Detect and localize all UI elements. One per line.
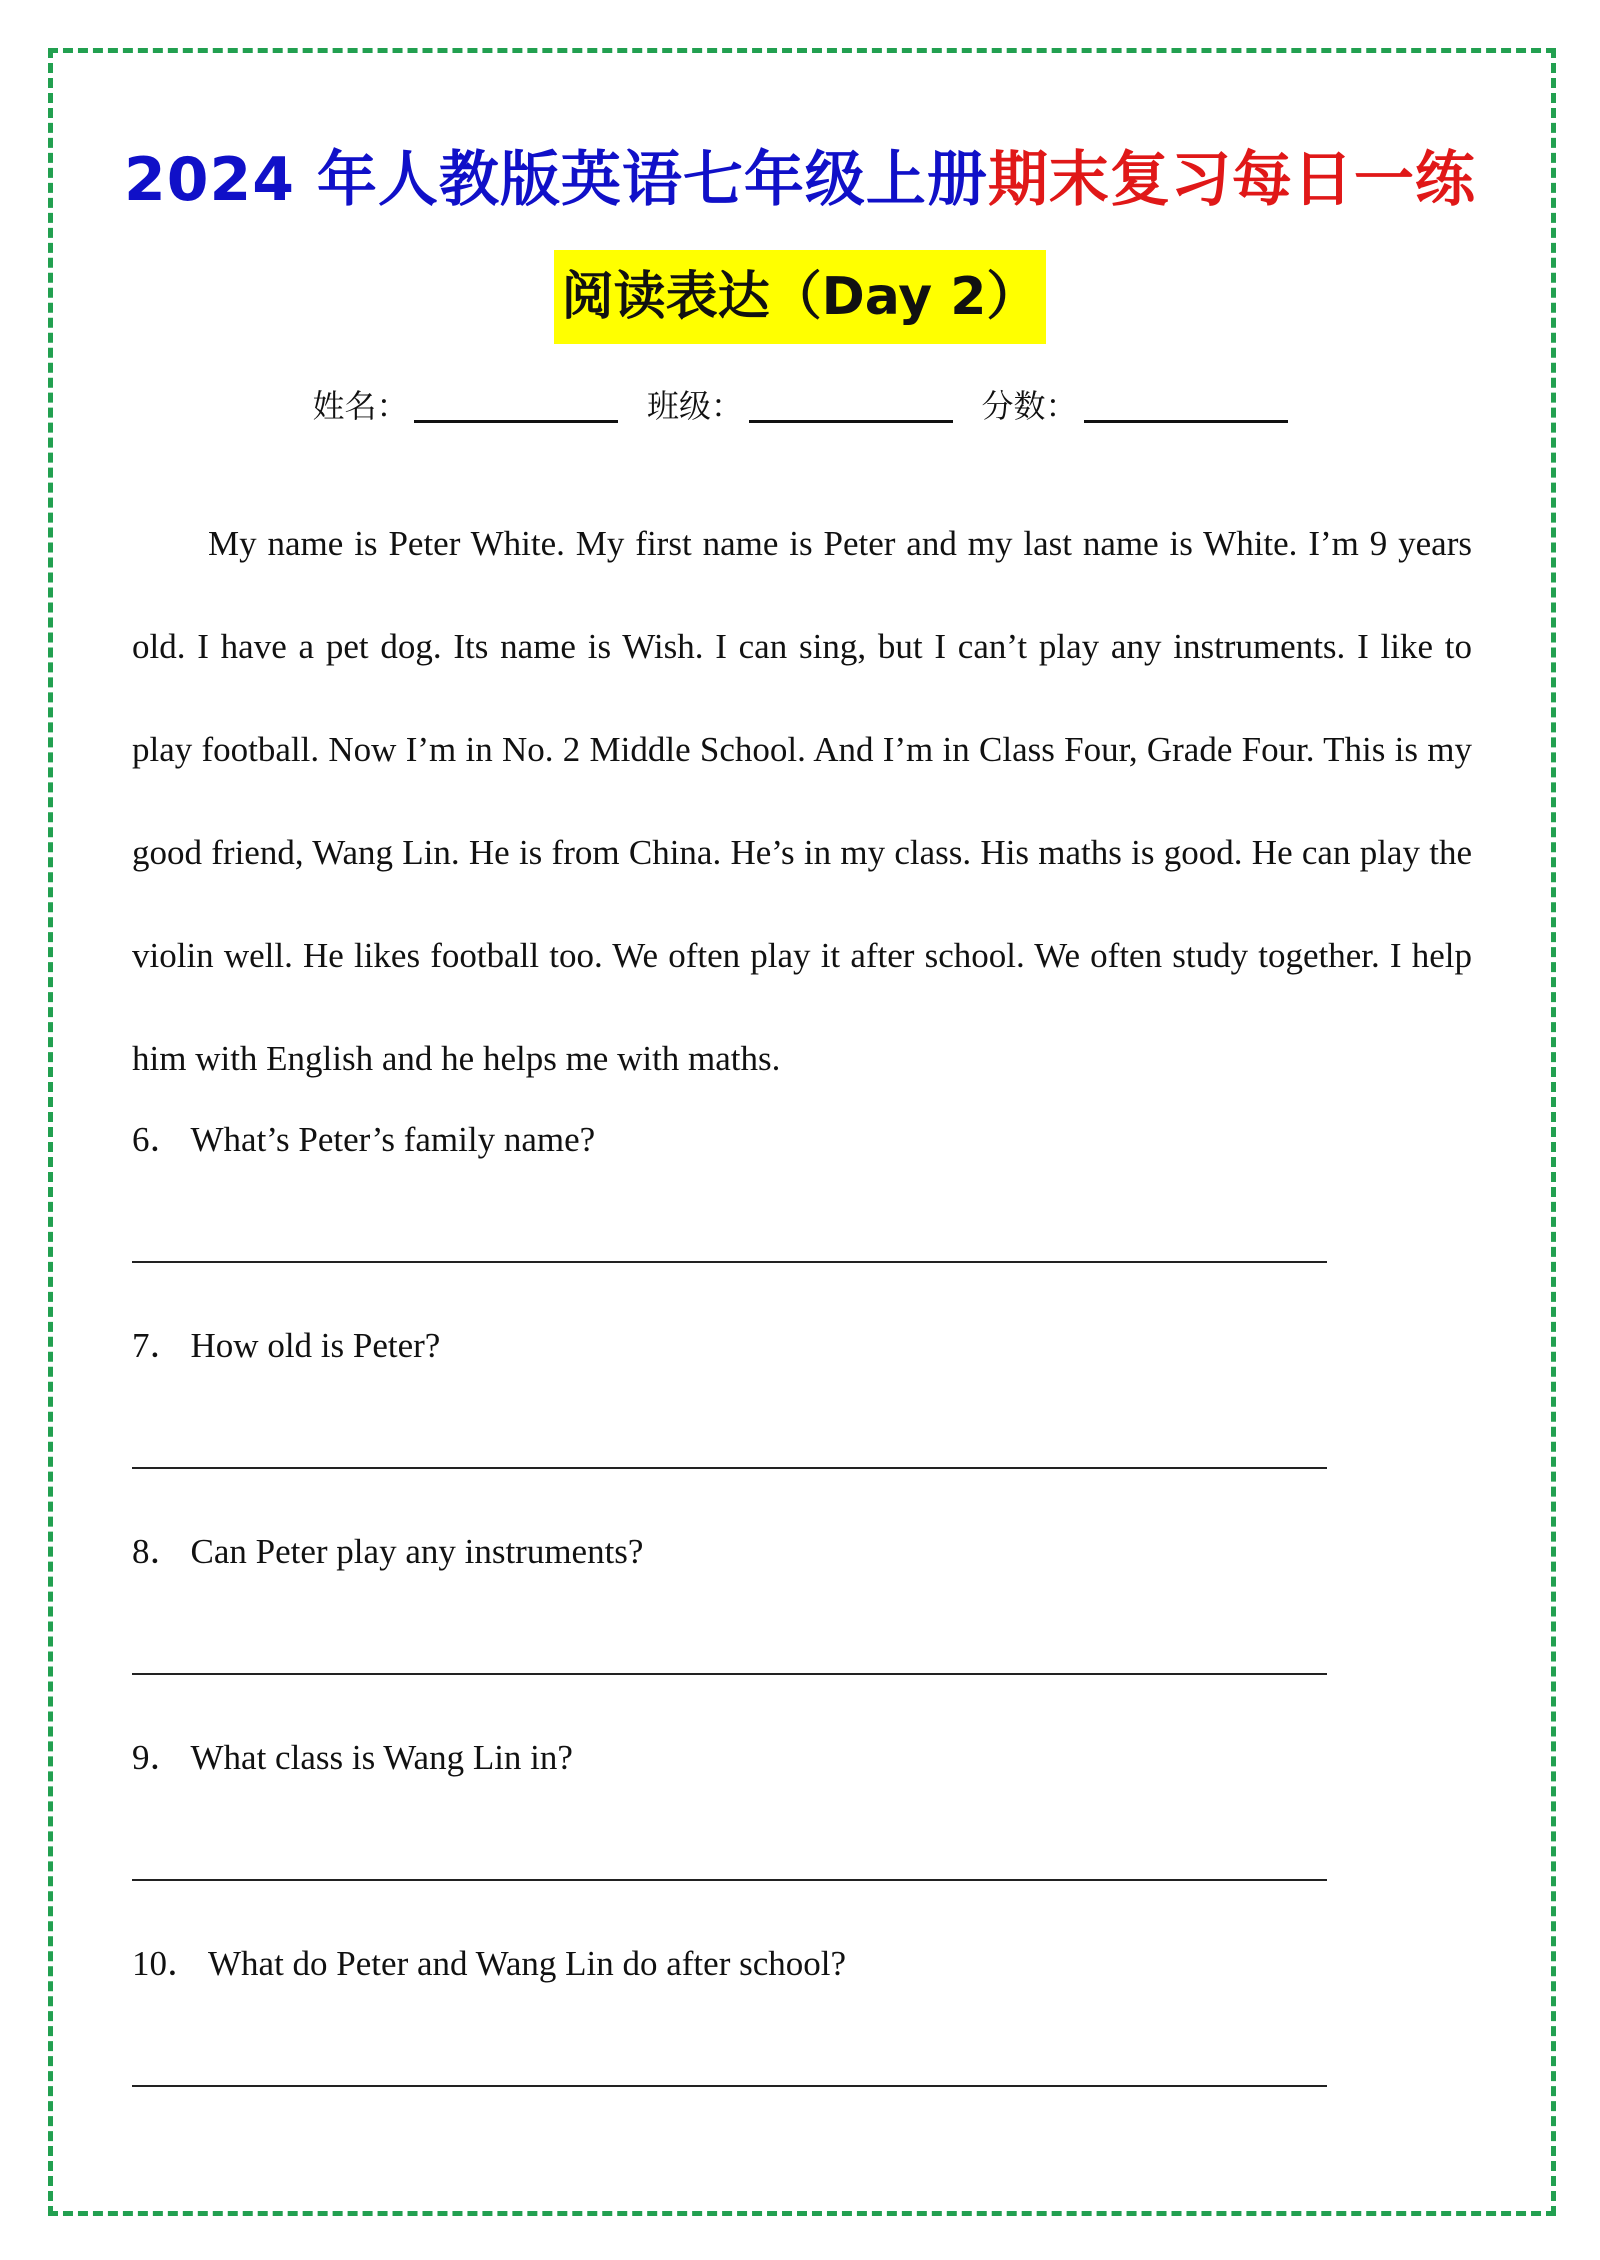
question-text: What do Peter and Wang Lin do after school?	[208, 1944, 847, 1983]
question-9	[132, 1730, 573, 1786]
question-number: 6．	[132, 1120, 185, 1159]
class-field	[647, 378, 953, 435]
question-8	[132, 1524, 643, 1580]
highlighted-subtitle: 阅读表达（Day 2）	[554, 250, 1047, 344]
answer-line-8[interactable]	[132, 1673, 1327, 1675]
answer-line-9[interactable]	[132, 1879, 1327, 1881]
title-blue-part: 2024 年人教版英语七年级上册	[124, 145, 988, 215]
answer-line-6[interactable]	[132, 1261, 1327, 1263]
question-number: 10．	[132, 1944, 203, 1983]
title-red-part: 期末复习每日一练	[987, 145, 1476, 215]
question-10	[132, 1936, 846, 1992]
question-text: Can Peter play any instruments?	[190, 1532, 644, 1571]
question-number: 7．	[132, 1326, 185, 1365]
reading-passage: My name is Peter White. My first name is Peter and my last name is White. I’m 9 years old. I have a pet dog. Its name is Wish. I can sing, but I can’t play any instruments. I like to play football. Now I’m in No. 2 Middle School. And I’m in Class Four, Grade Four. This is my good friend, Wang Lin. He is from China. He’s in my class. His maths is good. He can play the violin well. He likes football too. We often play it after school. We often study together. I help him with English and he helps me with maths.	[132, 524, 1472, 1078]
name-blank-line[interactable]	[414, 380, 618, 423]
score-field	[982, 378, 1288, 435]
worksheet-title	[0, 138, 1600, 222]
subtitle-container	[0, 250, 1600, 344]
question-number: 8．	[132, 1532, 185, 1571]
answer-line-7[interactable]	[132, 1467, 1327, 1469]
student-info-row	[0, 378, 1600, 435]
name-label: 姓名：	[312, 387, 409, 425]
answer-line-10[interactable]	[132, 2085, 1327, 2087]
question-number: 9．	[132, 1738, 185, 1777]
question-text: What’s Peter’s family name?	[190, 1120, 596, 1159]
score-blank-line[interactable]	[1084, 380, 1288, 423]
question-7	[132, 1318, 440, 1374]
name-field	[312, 378, 618, 435]
score-label: 分数：	[981, 387, 1078, 425]
question-text: How old is Peter?	[190, 1326, 441, 1365]
question-text: What class is Wang Lin in?	[190, 1738, 573, 1777]
class-blank-line[interactable]	[749, 380, 953, 423]
question-6	[132, 1112, 595, 1168]
class-label: 班级：	[646, 387, 743, 425]
